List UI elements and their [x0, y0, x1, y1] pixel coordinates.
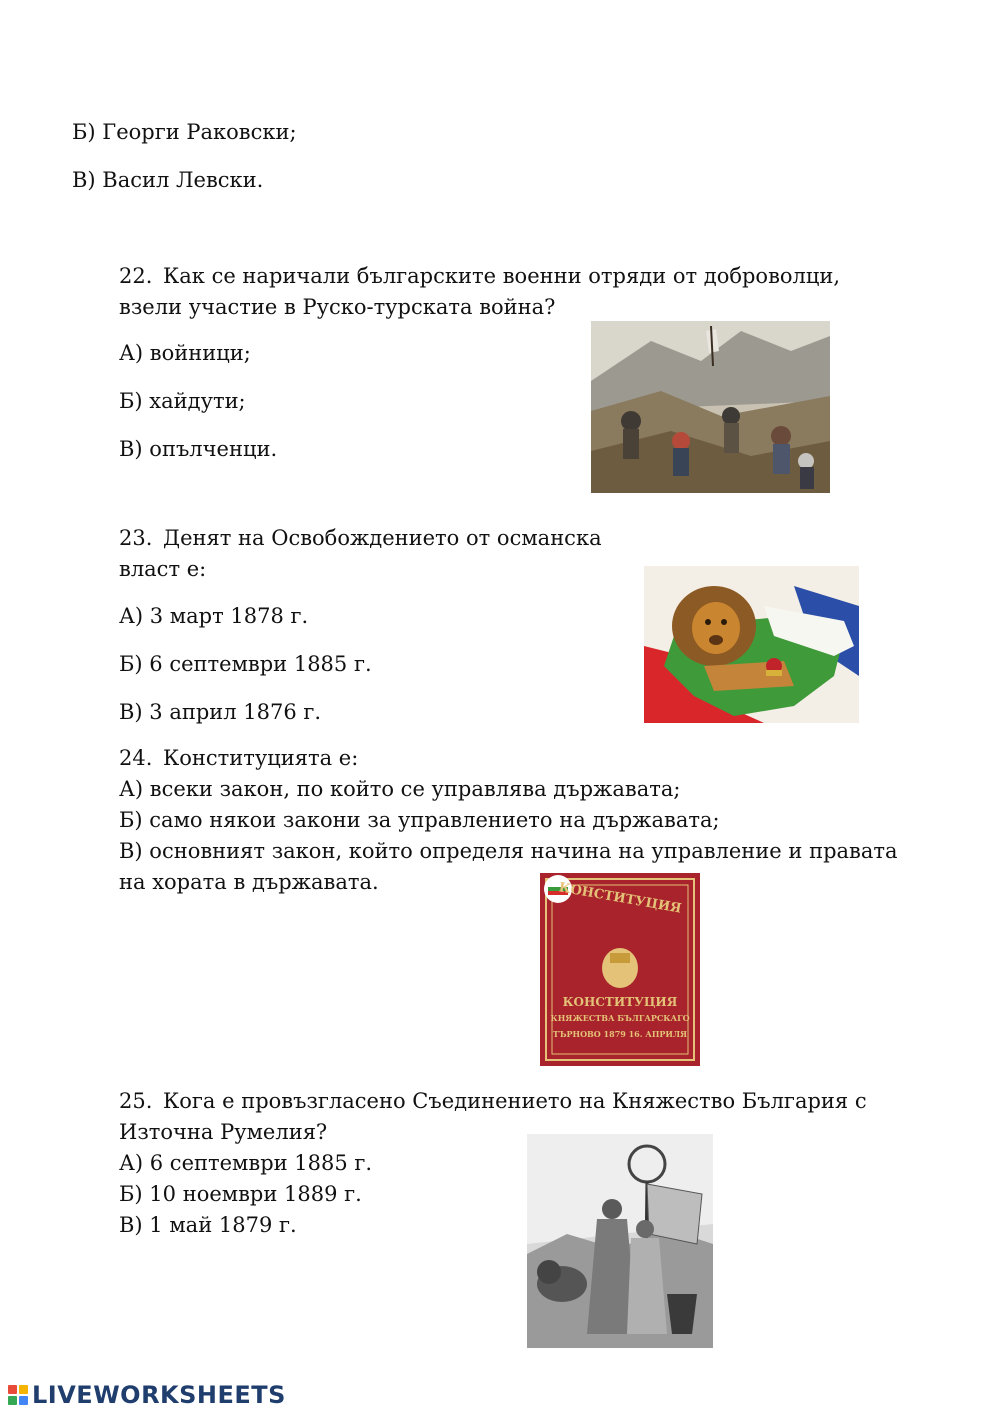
- q25-option-b[interactable]: Б) 10 ноември 1889 г.: [119, 1182, 362, 1206]
- q23-text-line1: Денят на Освобождението от османска: [163, 526, 602, 550]
- battle-painting-image: [591, 321, 830, 493]
- q21-option-c: В) Васил Левски.: [72, 168, 264, 192]
- q23-text-line2: власт е:: [119, 557, 207, 581]
- q23-option-c[interactable]: В) 3 април 1876 г.: [119, 700, 322, 724]
- q25-question: [119, 1087, 867, 1115]
- q24-option-a[interactable]: А) всеки закон, по който се управлява държавата;: [119, 777, 681, 801]
- q24-question: [119, 744, 358, 772]
- book-place: ТЪРНОВО 1879 16. АПРИЛЯ: [552, 1029, 688, 1039]
- liveworksheets-logo: [8, 1381, 286, 1409]
- q24-text: Конституцията е:: [163, 746, 359, 770]
- q23-question: [119, 524, 602, 552]
- book-title-top: КОНСТИТУЦИЯ: [557, 880, 683, 917]
- logo-blocks-icon: [8, 1385, 28, 1405]
- constitution-book-image: [540, 873, 700, 1066]
- q22-option-b[interactable]: Б) хайдути;: [119, 389, 246, 413]
- q24-number: 24.: [119, 746, 153, 770]
- unification-engraving-image: [527, 1134, 713, 1348]
- q22-number: 22.: [119, 264, 153, 288]
- logo-text: LIVEWORKSHEETS: [32, 1381, 286, 1409]
- q25-option-c[interactable]: В) 1 май 1879 г.: [119, 1213, 297, 1237]
- q25-text-line1: Кога е провъзгласено Съединението на Княжество България с: [163, 1089, 867, 1113]
- q22-text-line1: Как се наричали българските военни отряди от доброволци,: [163, 264, 841, 288]
- q22-option-c[interactable]: В) опълченци.: [119, 437, 278, 461]
- q22-option-a[interactable]: А) войници;: [119, 341, 251, 365]
- q25-option-a[interactable]: А) 6 септември 1885 г.: [119, 1151, 373, 1175]
- q23-option-b[interactable]: Б) 6 септември 1885 г.: [119, 652, 372, 676]
- q23-option-a[interactable]: А) 3 март 1878 г.: [119, 604, 309, 628]
- q22-text-line2: взели участие в Руско-турската война?: [119, 295, 556, 319]
- q25-text-line2: Източна Румелия?: [119, 1120, 328, 1144]
- q21-option-b: Б) Георги Раковски;: [72, 120, 297, 144]
- book-title-mid: КОНСТИТУЦИЯ: [562, 995, 678, 1009]
- q24-option-c-line1[interactable]: В) основният закон, който определя начина на управление и правата: [119, 839, 898, 863]
- q23-number: 23.: [119, 526, 153, 550]
- q22-question: [119, 262, 840, 290]
- q24-option-b[interactable]: Б) само някои закони за управлението на държавата;: [119, 808, 720, 832]
- q25-number: 25.: [119, 1089, 153, 1113]
- q24-option-c-line2: на хората в държавата.: [119, 870, 379, 894]
- book-subtitle: КНЯЖЕСТВА БЪЛГАРСКАГО: [550, 1013, 690, 1023]
- lion-map-image: [644, 566, 859, 723]
